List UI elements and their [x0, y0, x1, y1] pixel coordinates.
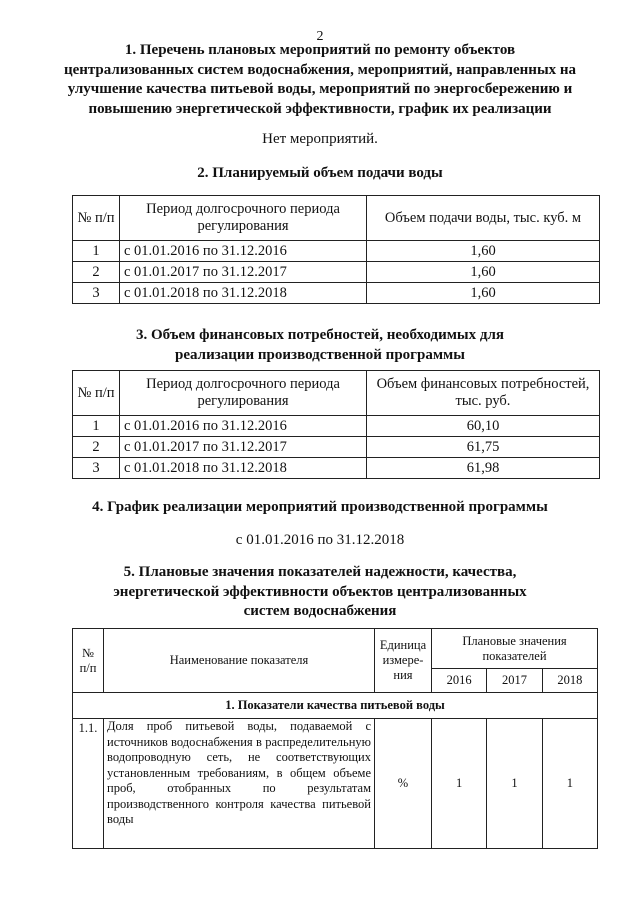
header-volume: Объем подачи воды, тыс. куб. м: [367, 196, 600, 241]
cell: 1,60: [367, 262, 600, 283]
table-row: [73, 241, 600, 262]
cell: с 01.01.2018 по 31.12.2018: [120, 458, 367, 479]
table-row: [73, 416, 600, 437]
cell: с 01.01.2016 по 31.12.2016: [120, 241, 367, 262]
cell: 61,98: [367, 458, 600, 479]
cell-unit: %: [375, 719, 432, 849]
table-header: [73, 629, 598, 669]
table-header: [73, 196, 600, 241]
title-line: улучшение качества питьевой воды, мероприятий по энергосбережению и: [67, 81, 573, 97]
cell: 61,75: [367, 437, 600, 458]
section4-title: 4. График реализации мероприятий производственной программы: [92, 499, 548, 515]
page-number: 2: [316, 29, 324, 44]
cell: с 01.01.2017 по 31.12.2017: [120, 437, 367, 458]
header-name: Наименование показателя: [104, 629, 375, 693]
header-num: № п/п: [73, 629, 104, 693]
cell: 60,10: [367, 416, 600, 437]
title-line: 5. Плановые значения показателей надежности, качества,: [123, 564, 517, 580]
title-line: централизованных систем водоснабжения, мероприятий, направленных на: [63, 61, 577, 78]
no-activities-text: Нет мероприятий.: [262, 131, 378, 147]
section1-title: [0, 41, 640, 119]
header-planned: Плановые значения показателей: [432, 629, 598, 669]
group-row: [73, 693, 598, 719]
table-row: [73, 262, 600, 283]
indicators-table: [72, 628, 598, 849]
cell: 2: [73, 262, 120, 283]
title-line: повышению энергетической эффективности, график их реализации: [88, 100, 552, 117]
cell: 3: [73, 458, 120, 479]
financial-needs-table: [72, 370, 600, 479]
header-num: № п/п: [73, 371, 120, 416]
cell-num: 1.1.: [73, 719, 104, 849]
section2-title: 2. Планируемый объем подачи воды: [197, 165, 443, 181]
cell-value: 1: [487, 719, 542, 849]
title-line: реализации производственной программы: [175, 346, 465, 363]
title-line: энергетической эффективности объектов централизованных: [113, 583, 527, 600]
cell-name: Доля проб питьевой воды, подаваемой с источников водоснабжения в распределительную водопроводную сеть, не соответствующих установленным требованиям, в общем объеме проб, отобранных по результатам производственного контроля качества питьевой воды: [104, 719, 375, 849]
header-year: 2016: [432, 669, 487, 693]
cell: 3: [73, 283, 120, 304]
group-title: 1. Показатели качества питьевой воды: [73, 693, 598, 719]
cell: 1: [73, 241, 120, 262]
table-row: [73, 719, 598, 849]
cell: 1,60: [367, 241, 600, 262]
section5-title: [0, 563, 640, 622]
cell-value: 1: [542, 719, 597, 849]
header-period: Период долгосрочного периода регулирования: [120, 196, 367, 241]
cell: 1: [73, 416, 120, 437]
table-row: [73, 437, 600, 458]
header-unit: Единица измере-ния: [375, 629, 432, 693]
title-line: 3. Объем финансовых потребностей, необходимых для: [135, 327, 505, 343]
header-year: 2017: [487, 669, 542, 693]
table-row: [73, 458, 600, 479]
section3-title: [0, 326, 640, 365]
header-year: 2018: [542, 669, 597, 693]
header-num: № п/п: [73, 196, 120, 241]
cell: с 01.01.2016 по 31.12.2016: [120, 416, 367, 437]
title-line: 1. Перечень плановых мероприятий по ремонту объектов: [124, 42, 516, 58]
water-supply-table: [72, 195, 600, 304]
header-period: Период долгосрочного периода регулирования: [120, 371, 367, 416]
cell: 1,60: [367, 283, 600, 304]
cell-value: 1: [432, 719, 487, 849]
section4-period: с 01.01.2016 по 31.12.2018: [235, 532, 405, 548]
table-row: [73, 283, 600, 304]
title-line: систем водоснабжения: [243, 603, 397, 619]
table-header: [73, 371, 600, 416]
cell: с 01.01.2017 по 31.12.2017: [120, 262, 367, 283]
header-finance: Объем финансовых потребностей, тыс. руб.: [367, 371, 600, 416]
cell: с 01.01.2018 по 31.12.2018: [120, 283, 367, 304]
cell: 2: [73, 437, 120, 458]
